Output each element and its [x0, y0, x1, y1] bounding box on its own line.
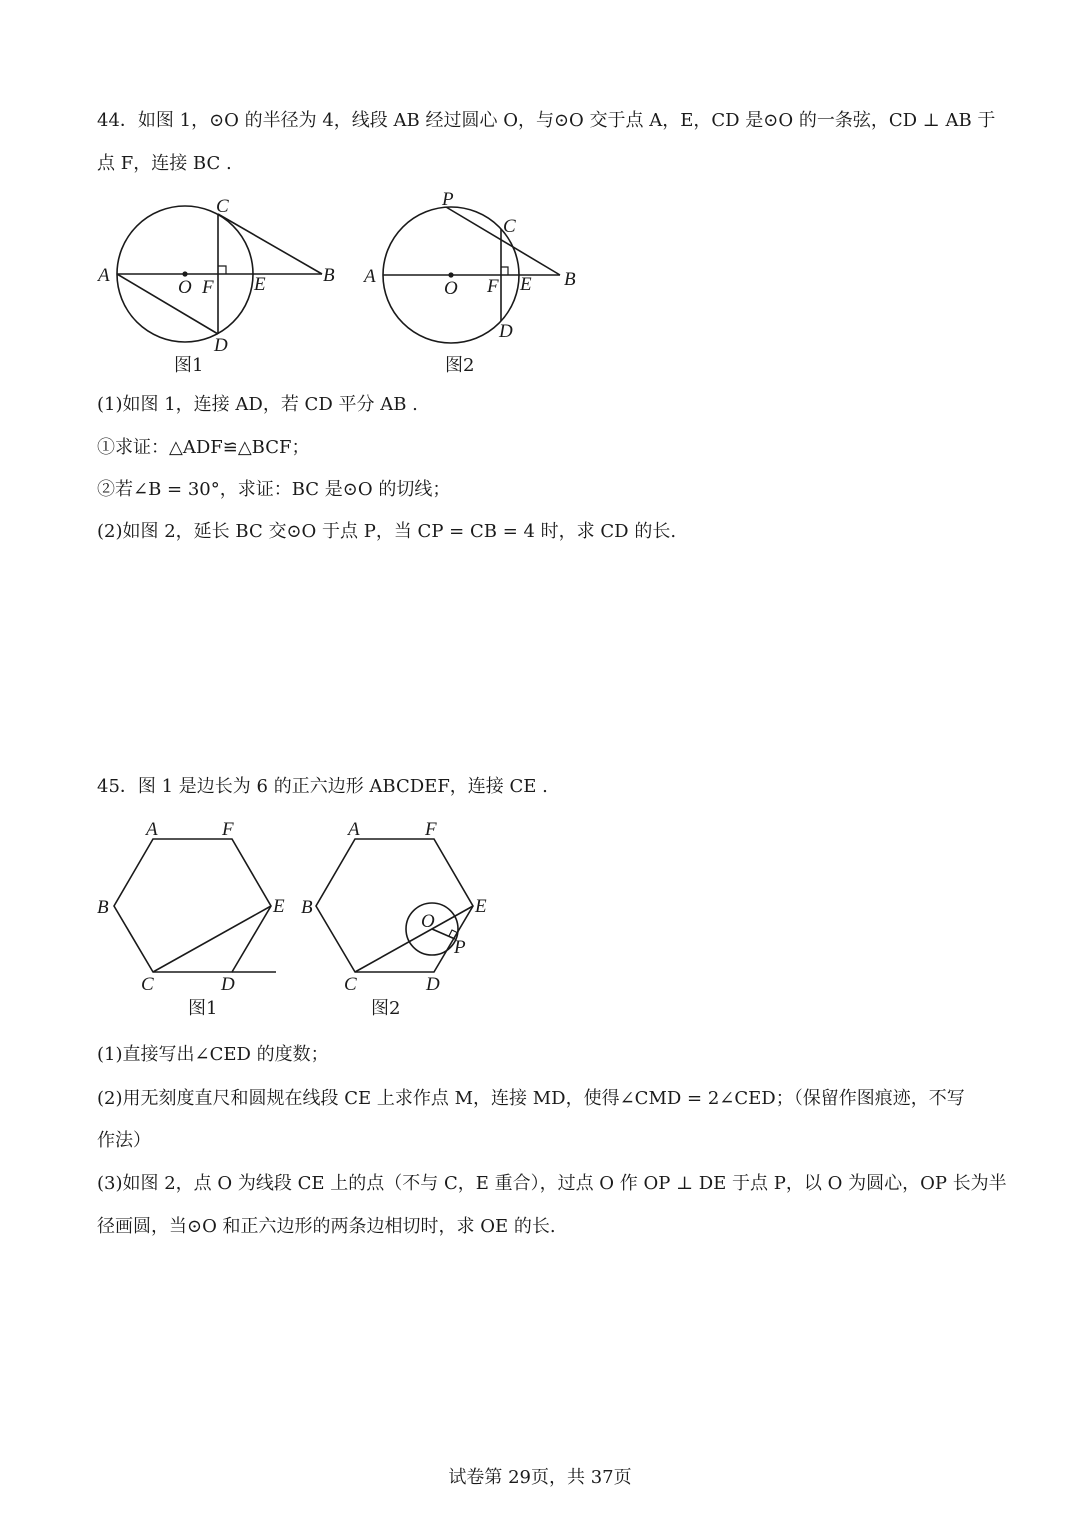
- q45-fig2-label-d: D: [426, 974, 440, 995]
- q44-part1-i: ①求证：△ADF≌△BCF；: [97, 437, 310, 458]
- q45-fig1-label-e: E: [273, 896, 285, 917]
- q45-fig2-label-o: O: [421, 911, 435, 932]
- q44-fig2-caption: 图2: [445, 355, 475, 376]
- q44-part1-ii: ②若∠B = 30°，求证：BC 是⊙O 的切线；: [97, 479, 451, 500]
- q44-fig2-label-d: D: [499, 321, 513, 342]
- q44-fig1-caption: 图1: [174, 355, 204, 376]
- q44-figures: [90, 190, 610, 380]
- q45-part3-line2: 径画圆，当⊙O 和正六边形的两条边相切时，求 OE 的长.: [97, 1216, 556, 1237]
- q45-fig1-label-c: C: [141, 974, 154, 995]
- q44-fig1-label-o: O: [178, 277, 192, 298]
- q44-fig1-label-a: A: [98, 265, 110, 286]
- q44-fig1-label-d: D: [214, 335, 228, 356]
- q44-fig1-right-angle: [218, 266, 226, 274]
- q44-fig1-label-e: E: [254, 274, 266, 295]
- q44-fig2-label-a: A: [364, 266, 376, 287]
- q45-figures: [90, 812, 510, 1026]
- q44-fig2-label-f: F: [487, 276, 499, 297]
- q45-fig1-label-d: D: [221, 974, 235, 995]
- q45-figure-2: [316, 839, 473, 972]
- q45-fig2-caption: 图2: [371, 998, 401, 1019]
- q44-fig2-label-e: E: [520, 274, 532, 295]
- q45-intro: 45．图 1 是边长为 6 的正六边形 ABCDEF，连接 CE .: [97, 776, 548, 797]
- q44-fig2-label-b: B: [564, 269, 576, 290]
- q44-part2: (2)如图 2，延长 BC 交⊙O 于点 P，当 CP = CB = 4 时，求 CD 的长.: [97, 521, 677, 542]
- q44-intro-line2: 点 F，连接 BC .: [97, 153, 232, 174]
- q44-intro-line1: 44．如图 1，⊙O 的半径为 4，线段 AB 经过圆心 O，与⊙O 交于点 A，E，CD 是⊙O 的一条弦，CD ⊥ AB 于: [97, 110, 996, 131]
- page-footer: 试卷第 29页，共 37页: [448, 1467, 632, 1488]
- q45-fig1-segment-ce: [153, 906, 271, 972]
- q44-fig1-center-dot: [182, 271, 187, 276]
- q44-figure-2: [383, 207, 560, 343]
- q44-fig1-label-c: C: [216, 196, 229, 217]
- q45-fig2-label-c: C: [344, 974, 357, 995]
- q44-fig2-right-angle: [501, 267, 508, 275]
- q45-fig1-label-f: F: [222, 819, 234, 840]
- q45-fig2-label-e: E: [475, 896, 487, 917]
- q45-part2-line1: (2)用无刻度直尺和圆规在线段 CE 上求作点 M，连接 MD，使得∠CMD = 2∠CED；（保留作图痕迹，不写: [97, 1088, 965, 1109]
- q44-figure-1: [117, 206, 322, 342]
- q45-fig2-label-f: F: [425, 819, 437, 840]
- q44-fig2-label-p: P: [442, 190, 454, 210]
- q45-figure-1: [114, 839, 276, 972]
- q45-fig2-label-p: P: [454, 937, 466, 958]
- q44-fig2-center-dot: [448, 272, 453, 277]
- q45-part2-line2: 作法）: [97, 1130, 151, 1151]
- q45-part1: (1)直接写出∠CED 的度数；: [97, 1044, 329, 1065]
- q45-fig2-label-b: B: [301, 897, 313, 918]
- q45-fig1-label-b: B: [97, 897, 109, 918]
- q44-fig1-label-f: F: [202, 277, 214, 298]
- q45-fig2-label-a: A: [348, 819, 360, 840]
- q45-fig1-hexagon: [114, 839, 271, 972]
- q44-fig2-label-c: C: [503, 216, 516, 237]
- q44-part1: (1)如图 1，连接 AD，若 CD 平分 AB .: [97, 394, 418, 415]
- q45-fig1-label-a: A: [146, 819, 158, 840]
- q44-fig1-label-b: B: [323, 265, 335, 286]
- q45-fig1-caption: 图1: [188, 998, 218, 1019]
- q44-fig2-label-o: O: [444, 278, 458, 299]
- q45-fig2-hexagon: [316, 839, 473, 972]
- q45-part3-line1: (3)如图 2，点 O 为线段 CE 上的点（不与 C，E 重合），过点 O 作 OP ⊥ DE 于点 P，以 O 为圆心，OP 长为半: [97, 1173, 1007, 1194]
- q44-fig1-segment-bc: [218, 214, 322, 274]
